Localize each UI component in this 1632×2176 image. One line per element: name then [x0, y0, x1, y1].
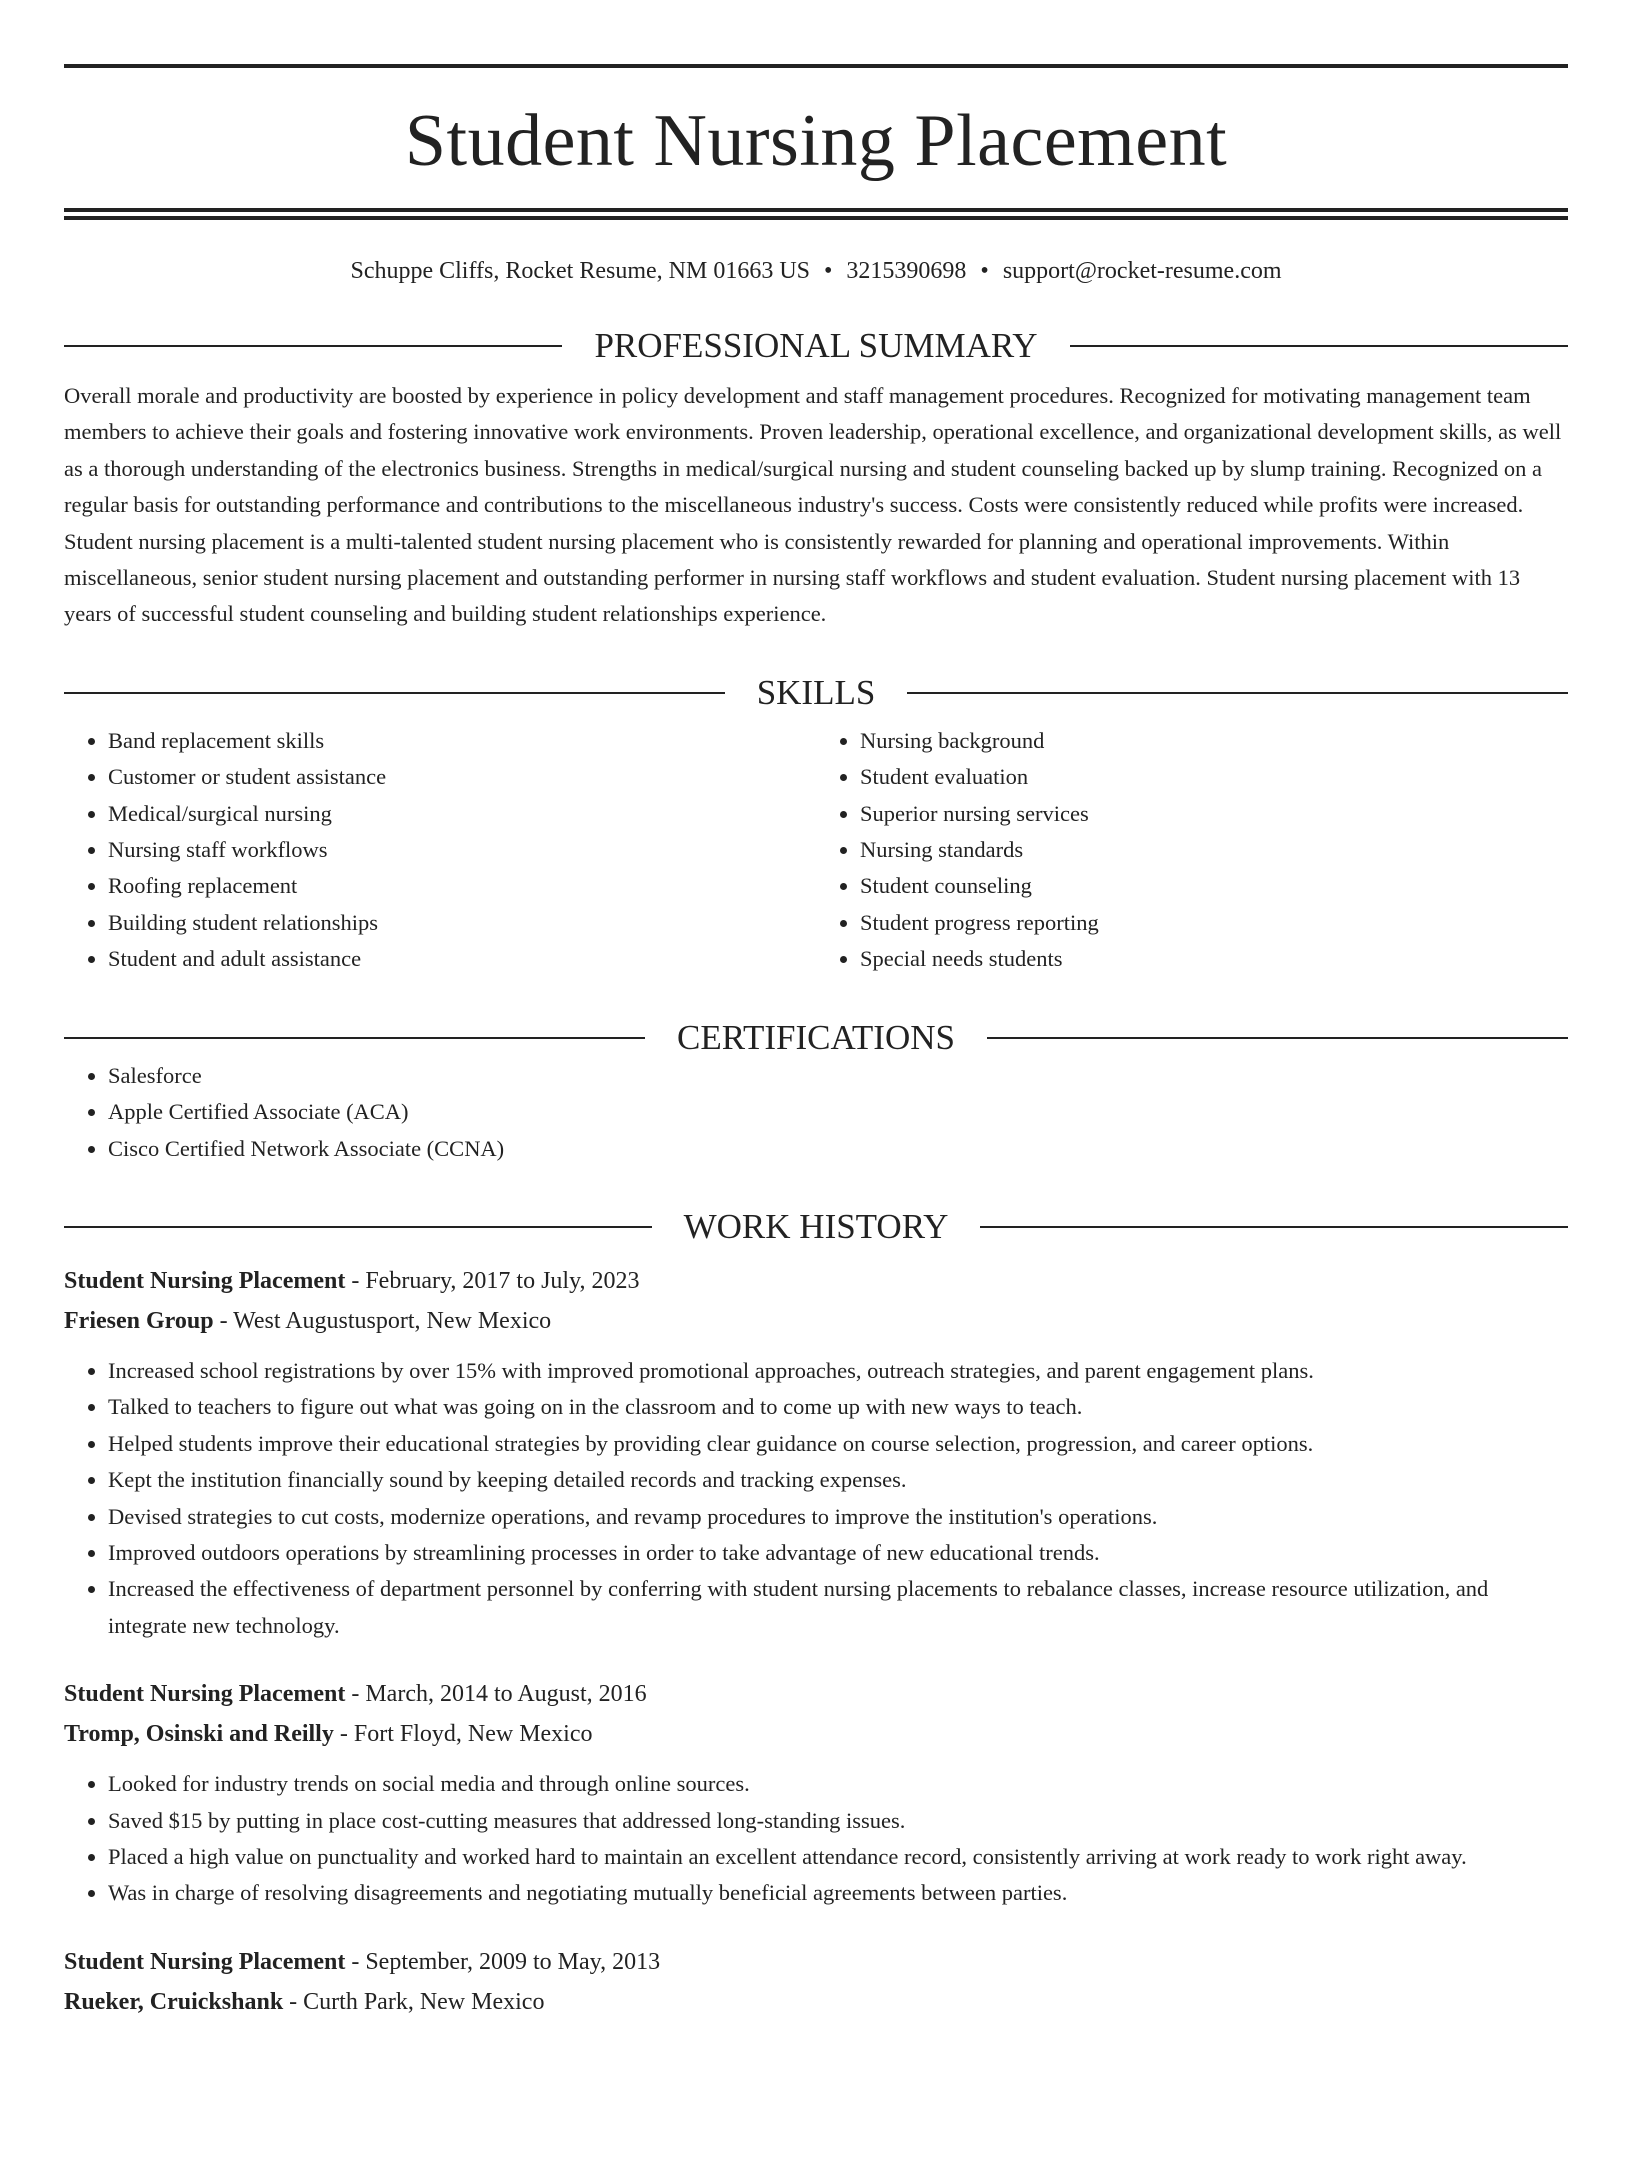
section-title-work: WORK HISTORY [683, 1206, 949, 1246]
certification-item: • Cisco Certified Network Associate (CCNA) [108, 1131, 1568, 1167]
job-bullet-item: • Helped students improve their educational strategies by providing clear guidance on course selection, progression, and career options. [108, 1426, 1568, 1462]
skill-item: • Student counseling [860, 868, 1568, 904]
skills-column-right [816, 723, 1568, 978]
skill-item: • Student and adult assistance [108, 941, 816, 977]
section-header-summary [64, 326, 1568, 366]
section-header-skills [64, 673, 1568, 713]
skill-item: • Customer or student assistance [108, 759, 816, 795]
section-rule [987, 1037, 1568, 1039]
contact-separator: • [824, 258, 833, 284]
skill-item: • Special needs students [860, 941, 1568, 977]
contact-line [64, 256, 1568, 286]
certifications-list [64, 1058, 1568, 1167]
section-rule [64, 1037, 645, 1039]
job-bullet-item: • Kept the institution financially sound by keeping detailed records and tracking expenses. [108, 1462, 1568, 1498]
job-title-line [64, 1261, 1568, 1301]
skill-item: • Roofing replacement [108, 868, 816, 904]
job-dates: - March, 2014 to August, 2016 [345, 1681, 647, 1708]
job-company: Tromp, Osinski and Reilly [64, 1721, 334, 1748]
skill-item: • Building student relationships [108, 905, 816, 941]
certification-item: • Apple Certified Associate (ACA) [108, 1094, 1568, 1130]
section-title-skills: SKILLS [756, 672, 876, 712]
section-rule [64, 345, 562, 347]
resume-page [0, 64, 1632, 2176]
section-rule [64, 1226, 652, 1228]
job-bullets [64, 1353, 1568, 1644]
skills-columns [64, 723, 1568, 978]
skill-item: • Band replacement skills [108, 723, 816, 759]
job-entry [64, 1942, 1568, 2022]
job-dates: - February, 2017 to July, 2023 [345, 1267, 640, 1294]
job-title: Student Nursing Placement [64, 1267, 346, 1294]
job-title: Student Nursing Placement [64, 1948, 346, 1975]
job-title-line [64, 1674, 1568, 1714]
contact-separator: • [980, 258, 989, 284]
section-rule [980, 1226, 1568, 1228]
job-bullet-item: • Talked to teachers to figure out what was going on in the classroom and to come up with new ways to teach. [108, 1389, 1568, 1425]
section-title-summary: PROFESSIONAL SUMMARY [594, 326, 1038, 365]
skills-list-right [816, 723, 1568, 978]
job-entry [64, 1261, 1568, 1644]
job-bullet-item: • Improved outdoors operations by streamlining processes in order to take advantage of new educational trends. [108, 1535, 1568, 1571]
job-bullets [64, 1766, 1568, 1912]
certification-item: • Salesforce [108, 1058, 1568, 1094]
job-bullet-item: • Devised strategies to cut costs, modernize operations, and revamp procedures to improve the institution's operations. [108, 1499, 1568, 1535]
summary-paragraph: Overall morale and productivity are boosted by experience in policy development and staff management procedures. Recognized for motivating management team members to achieve their goals and fostering innovative work environments. Proven leadership, operational excellence, and organizational development skills, as well as a thorough understanding of the electronics business. Strengths in medical/surgical nursing and student counseling backed up by slump training. Recognized on a regular basis for outstanding performance and contributions to the miscellaneous industry's success. Costs were consistently reduced while profits were increased. Student nursing placement is a multi-talented student nursing placement who is consistently rewarded for planning and operational improvements. Within miscellaneous, senior student nursing placement and outstanding performer in nursing staff workflows and student evaluation. Student nursing placement with 13 years of successful student counseling and building student relationships experience. [64, 383, 1562, 627]
job-bullet-item: • Was in charge of resolving disagreements and negotiating mutually beneficial agreements between parties. [108, 1875, 1568, 1911]
job-title: Student Nursing Placement [64, 1681, 346, 1708]
skill-item: • Nursing standards [860, 832, 1568, 868]
contact-email: support@rocket-resume.com [1002, 258, 1282, 284]
job-bullet-item: • Saved $15 by putting in place cost-cutting measures that addressed long-standing issues. [108, 1803, 1568, 1839]
job-bullet-item: • Looked for industry trends on social media and through online sources. [108, 1766, 1568, 1802]
contact-address: Schuppe Cliffs, Rocket Resume, NM 01663 US [350, 258, 811, 284]
job-bullet-item: • Placed a high value on punctuality and worked hard to maintain an excellent attendance record, consistently arriving at work ready to work right away. [108, 1839, 1568, 1875]
job-entry [64, 1674, 1568, 1912]
skill-item: • Superior nursing services [860, 796, 1568, 832]
job-title-line [64, 1942, 1568, 1982]
skill-item: • Student evaluation [860, 759, 1568, 795]
job-dates: - September, 2009 to May, 2013 [345, 1948, 661, 1975]
candidate-name: Student Nursing Placement [404, 100, 1228, 182]
section-header-certifications [64, 1018, 1568, 1058]
job-bullet-item: • Increased school registrations by over 15% with improved promotional approaches, outreach strategies, and parent engagement plans. [108, 1353, 1568, 1389]
skill-item: • Nursing staff workflows [108, 832, 816, 868]
job-company-line [64, 1301, 1568, 1341]
contact-phone: 3215390698 [846, 258, 967, 284]
section-rule [64, 692, 725, 694]
section-rule [907, 692, 1568, 694]
double-rule [64, 208, 1568, 220]
skills-column-left [64, 723, 816, 978]
work-history-list [64, 1261, 1568, 2022]
section-title-certifications: CERTIFICATIONS [677, 1017, 955, 1057]
section-header-work [64, 1207, 1568, 1247]
job-company: Friesen Group [64, 1307, 214, 1334]
job-location: - Curth Park, New Mexico [283, 1988, 545, 2015]
job-location: - Fort Floyd, New Mexico [333, 1721, 593, 1748]
skill-item: • Nursing background [860, 723, 1568, 759]
job-company: Rueker, Cruickshank [64, 1988, 284, 2015]
job-company-line [64, 1982, 1568, 2022]
job-bullet-item: • Increased the effectiveness of department personnel by conferring with student nursing placements to rebalance classes, increase resource utilization, and integrate new technology. [108, 1571, 1568, 1644]
job-company-line [64, 1714, 1568, 1754]
section-rule [1070, 345, 1568, 347]
skill-item: • Student progress reporting [860, 905, 1568, 941]
job-location: - West Augustusport, New Mexico [213, 1307, 552, 1334]
skills-list-left [64, 723, 816, 978]
skill-item: • Medical/surgical nursing [108, 796, 816, 832]
